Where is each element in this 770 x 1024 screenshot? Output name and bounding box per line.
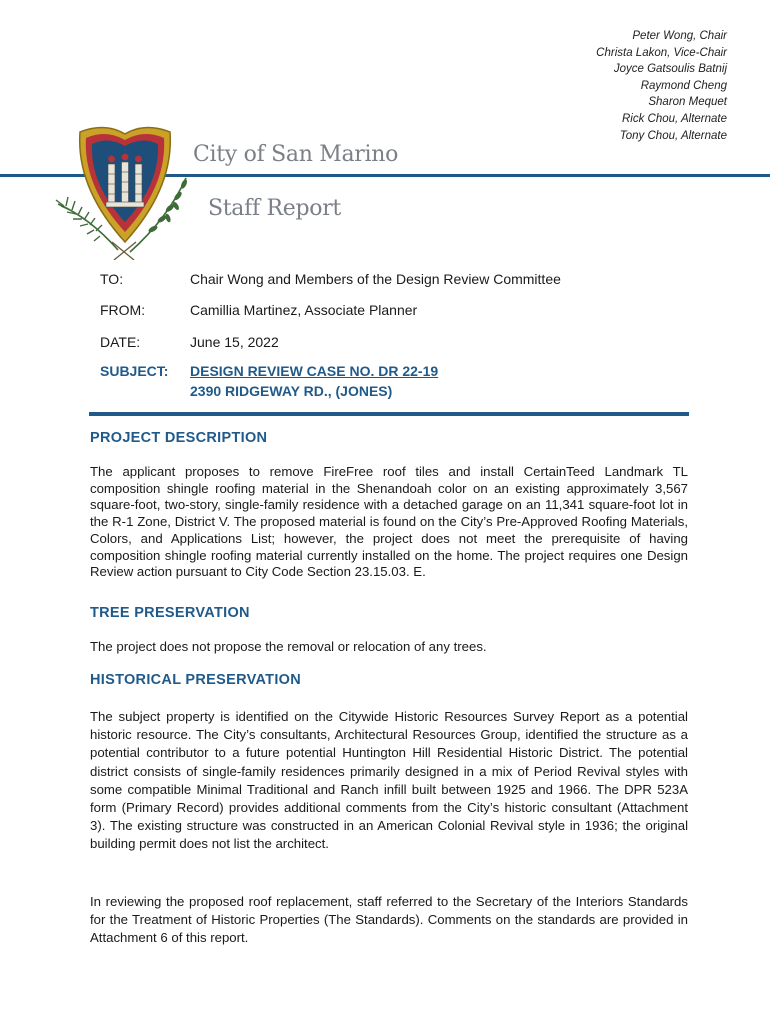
member: Joyce Gatsoulis Batnij (613, 63, 727, 76)
member-vice-chair: Christa Lakon, Vice-Chair (596, 46, 727, 59)
memo-subject-label: SUBJECT: (100, 363, 169, 379)
memo-date-label: DATE: (100, 334, 141, 350)
city-crest-icon (50, 118, 200, 260)
committee-members (596, 28, 727, 144)
member-alternate: Rick Chou, Alternate (621, 112, 727, 125)
historical-preservation-heading: HISTORICAL PRESERVATION (90, 672, 302, 688)
memo-from-value: Camillia Martinez, Associate Planner (190, 302, 418, 318)
project-description-heading: PROJECT DESCRIPTION (90, 430, 268, 446)
member-alternate: Tony Chou, Alternate (619, 129, 727, 142)
subject-address: 2390 RIDGEWAY RD., (JONES) (190, 383, 393, 399)
standards-review-text: In reviewing the proposed roof replacement, staff referred to the Secretary of the Interiors Standards for the Treatment of Historic Properties (The Standards). Comments on the standards are provided in Attachment 6 of this report. (90, 894, 688, 945)
city-name: City of San Marino (193, 142, 399, 167)
project-description-text: The applicant proposes to remove FireFree roof tiles and install CertainTeed Landmark TL composition shingle roofing material in the Shenandoah color on an existing approximately 3,567 square-foot, two-story, single-family residence with a detached garage on an 11,341 square-foot lot in the R-1 Zone, District V. The proposed material is found on the City’s Pre-Approved Roofing Materials, Colors, and Applications List; however, the project does not meet the prerequisite of having composition shingle roofing material currently installed on the home. The project requires one Design Review action pursuant to City Code Section 23.15.03. E. (90, 464, 688, 580)
memo-from-label: FROM: (100, 302, 146, 318)
memo-to-label: TO: (100, 271, 124, 287)
subject-case-link[interactable]: DESIGN REVIEW CASE NO. DR 22-19 (190, 363, 439, 379)
report-type: Staff Report (208, 196, 341, 221)
member: Raymond Cheng (640, 79, 727, 92)
historical-preservation-text: The subject property is identified on the Citywide Historic Resources Survey Report as a potential historic resource. The City’s consultants, Architectural Resources Group, identified the structure as a potential contributor to a future potential Huntington Hill Residential Historic District. The potential district consists of single-family residences primarily designed in a mix of Period Revival styles with some compatible Minimal Traditional and Ranch infill built between 1925 and 1966. The DPR 523A form (Primary Record) provides additional comments from the City’s historic consultant (Attachment 3). The existing structure was constructed in an American Colonial Revival style in 1936; the original building permit does not list the architect. (90, 709, 688, 852)
section-divider (89, 412, 689, 416)
tower-icon (106, 162, 144, 207)
tree-preservation-heading: TREE PRESERVATION (90, 605, 250, 621)
member-chair: Peter Wong, Chair (632, 30, 727, 42)
memo-date-value: June 15, 2022 (190, 334, 279, 350)
member: Sharon Mequet (648, 96, 727, 109)
tree-preservation-text: The project does not propose the removal or relocation of any trees. (90, 639, 487, 654)
memo-to-value: Chair Wong and Members of the Design Review Committee (190, 271, 561, 287)
